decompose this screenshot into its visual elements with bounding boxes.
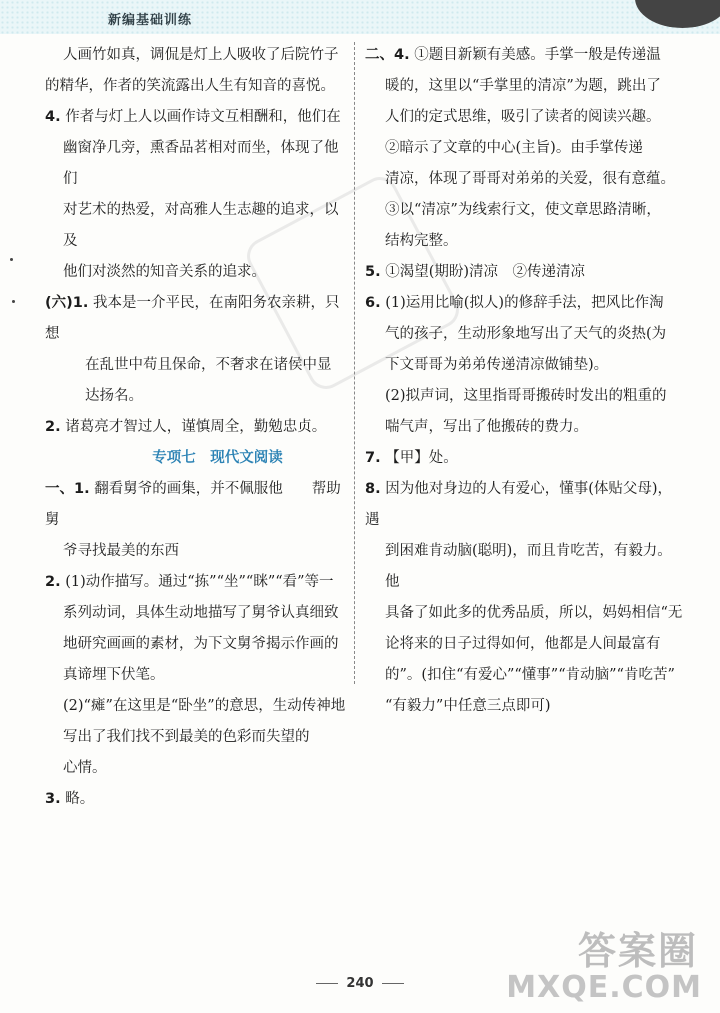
answer-item-r7 (365, 443, 683, 474)
margin-dot (10, 258, 13, 261)
margin-dot (12, 300, 15, 303)
page-number: 240 (346, 976, 374, 991)
answer-line: 人画竹如真，调侃是灯上人吸收了后院竹子 (63, 47, 339, 63)
answer-item-6-1 (45, 288, 350, 350)
item-number: 二、4. (365, 47, 410, 63)
section-title: 专项七 现代文阅读 (152, 450, 283, 466)
answer-line: 清凉，体现了哥哥对弟弟的关爱，很有意蕴。 (385, 171, 675, 187)
answer-item-r8 (365, 474, 683, 536)
answer-line: 真谛埋下伏笔。 (63, 667, 165, 683)
answer-line: 具备了如此多的优秀品质，所以，妈妈相信“无 (385, 605, 683, 621)
answer-item-r4 (365, 40, 683, 71)
answer-line: 心情。 (63, 760, 107, 776)
answer-line: 暖的，这里以“手掌里的清凉”为题，跳出了 (385, 78, 661, 94)
answer-item-4 (45, 102, 350, 133)
right-column (365, 40, 683, 722)
watermark-url: MXQE.COM (506, 970, 702, 1005)
answer-text: (1)动作描写。通过“拣”“坐”“眯”“看”等一 (65, 574, 334, 590)
left-column (45, 40, 350, 815)
answer-line: 他们对淡然的知音关系的追求。 (63, 264, 266, 280)
header-decoration (635, 0, 720, 28)
answer-line: 幽窗净几旁，熏香品茗相对而坐，体现了他们 (63, 140, 339, 187)
answer-line: 地研究画画的素材，为下文舅爷揭示作画的 (63, 636, 339, 652)
answer-line: 写出了我们找不到最美的色彩而失望的 (63, 729, 310, 745)
answer-text: 略。 (65, 791, 95, 807)
page-number-footer (0, 976, 720, 991)
answer-item-s3 (45, 784, 350, 815)
answer-line: 爷寻找最美的东西 (63, 543, 179, 559)
answer-line: 的”。(扣住“有爱心”“懂事”“肯动脑”“肯吃苦” (385, 667, 675, 683)
answer-text: 我本是一介平民，在南阳务农亲耕，只想 (45, 295, 340, 342)
answer-line: (2)拟声词，这里指哥哥搬砖时发出的粗重的 (385, 388, 667, 404)
column-divider (354, 42, 355, 684)
item-number: 4. (45, 109, 61, 125)
item-number: 2. (45, 574, 61, 590)
answer-line: 喘气声，写出了他搬砖的费力。 (385, 419, 588, 435)
answer-line: ②暗示了文章的中心(主旨)。由手掌传递 (385, 140, 643, 156)
answer-line: 达扬名。 (85, 388, 143, 404)
answer-line: 系列动词，具体生动地描写了舅爷认真细致 (63, 605, 339, 621)
answer-item-r6 (365, 288, 683, 319)
answer-item-s1 (45, 474, 350, 536)
answer-line: 到困难肯动脑(聪明)，而且肯吃苦，有毅力。他 (385, 543, 672, 590)
answer-text: ①题目新颖有美感。手掌一般是传递温 (414, 47, 661, 63)
answer-text: 因为他对身边的人有爱心，懂事(体贴父母)，遇 (365, 481, 673, 528)
answer-line: 人们的定式思维，吸引了读者的阅读兴趣。 (385, 109, 661, 125)
answer-text: 翻看舅爷的画集，并不佩服他 帮助舅 (45, 481, 341, 528)
answer-line: ③以“清凉”为线索行文，使文章思路清晰， (385, 202, 661, 218)
answer-line: 下文哥哥为弟弟传递清凉做铺垫)。 (385, 357, 609, 373)
answer-line: 在乱世中苟且保命，不奢求在诸侯中显 (85, 357, 332, 373)
item-number: 一、1. (45, 481, 90, 497)
item-number: 7. (365, 450, 381, 466)
answer-text: 作者与灯上人以画作诗文互相酬和，他们在 (65, 109, 341, 125)
answer-line: “有毅力”中任意三点即可) (385, 698, 551, 714)
item-number: (六)1. (45, 295, 89, 311)
answer-text: ①渴望(期盼)清凉 ②传递清凉 (385, 264, 586, 280)
book-title: 新编基础训练 (108, 13, 193, 28)
answer-line: 气的孩子，生动形象地写出了天气的炎热(为 (385, 326, 667, 342)
answer-item-2 (45, 412, 350, 443)
item-number: 2. (45, 419, 61, 435)
answer-item-r5 (365, 257, 683, 288)
answer-line: 论将来的日子过得如何，他都是人间最富有 (385, 636, 661, 652)
answer-text: 诸葛亮才智过人，谨慎周全，勤勉忠贞。 (65, 419, 327, 435)
answer-text: (1)运用比喻(拟人)的修辞手法，把风比作淘 (385, 295, 664, 311)
answer-text: 【甲】处。 (385, 450, 458, 466)
answer-item-s2 (45, 567, 350, 598)
answer-line: 结构完整。 (385, 233, 458, 249)
answer-line: 对艺术的热爱，对高雅人生志趣的追求，以及 (63, 202, 339, 249)
footer-dash (382, 983, 404, 984)
item-number: 6. (365, 295, 381, 311)
answer-line: 的精华，作者的笑流露出人生有知音的喜悦。 (45, 78, 335, 94)
answer-line: (2)“瘫”在这里是“卧坐”的意思，生动传神地 (63, 698, 346, 714)
item-number: 3. (45, 791, 61, 807)
watermark-logo: 答案圈 (577, 929, 698, 973)
item-number: 5. (365, 264, 381, 280)
footer-dash (316, 983, 338, 984)
item-number: 8. (365, 481, 381, 497)
header-band (0, 0, 720, 34)
